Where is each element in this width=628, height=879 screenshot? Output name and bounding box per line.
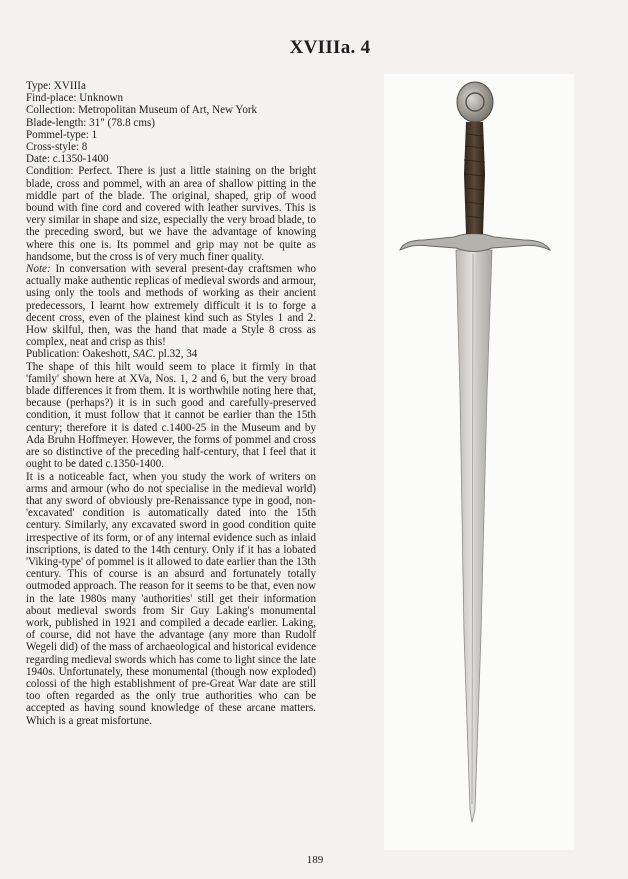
publication-line: [26, 348, 316, 360]
sword-illustration: [384, 74, 574, 850]
pommel: [457, 82, 493, 122]
body-paragraph-1: The shape of this hilt would seem to place it firmly in that 'family' shown here at XVa, Nos. 1, 2 and 6, but the very broad blade differences it from them. It is worthwhile noting here that, because (perhaps?) it is in such good and carefully-preserved condition, it must follow that it cannot be earlier than the 15th century; therefore it is dated c.1400-25 in the Museum and by Ada Bruhn Hoffmeyer. However, the forms of pommel and cross are so distinctive of the preceding half-century, that I feel that it ought to be dated c.1350-1400.: [26, 360, 316, 471]
publication-abbrev: SAC: [132, 348, 153, 361]
publication-prefix: Publication: Oakeshott,: [26, 348, 133, 361]
page-number: 189: [306, 854, 324, 866]
text-column: [26, 80, 316, 727]
publication-suffix: . pl.32, 34: [152, 348, 198, 361]
pommel-type-field: Pommel-type: 1: [26, 128, 98, 141]
find-place-field: Find-place: Unknown: [26, 92, 124, 105]
note-text: In conversation with several present-day craftsmen who actually make authentic replicas of medieval swords and armour, using only the tools and methods of working as their ancient predecessors, I learnt how extremely difficult it is to forge a decent cross, even of the plainest kind such as Styles 1 and 2. How skilful, then, was the hand that made a Style 8 cross as complex, neat and crisp as this!: [26, 263, 316, 349]
sword-blade: [456, 250, 492, 822]
collection-field: Collection: Metropolitan Museum of Art, New York: [26, 104, 258, 117]
note-label: Note:: [26, 263, 51, 276]
condition-paragraph: Condition: Perfect. There is just a little staining on the bright blade, cross and pommel, with an area of shallow pitting in the middle part of the blade. The original, shaped, grip of wood bound with fine cord and covered with leather survives. This is very similar in shape and size, especially the very broad blade, to the preceding sword, but we have the advantage of knowing where this one is. Its pommel and grip may not be quite as handsome, but the cross is of very much finer quality.: [26, 165, 316, 263]
type-field: Type: XVIIIa: [26, 80, 86, 92]
body-paragraph-2: It is a noticeable fact, when you study the work of writers on arms and armour (who do not specialise in the medieval world) that any sword of obviously pre-Renaissance type in good, non-'excavated' condition is automatically dated into the 15th century. Similarly, any excavated sword in good condition quite irrespective of its form, or of any internal evidence such as inlaid inscriptions, is dated to the 14th century. Only if it has a lobated 'Viking-type' of pommel is it allowed to date earlier than the 13th century. This of course is an absurd and fortunately totally outmoded approach. The reason for it seems to be that, even now in the late 1980s many 'authorities' still get their information about medieval swords from Sir Guy Laking's monumental work, published in 1921 and compiled a decade earlier. Laking, of course, did not have the advantage (any more than Rudolf Wegeli did) of the mass of archaeological and historical evidence regarding medieval swords which has come to light since the late 1940s. Unfortunately, these monumental (though now exploded) colossi of the high establishment of pre-Great War date are still too often regarded as the only true authorities who can be accepted as having sound knowledge of these arcane matters. Which is a great misfortune.: [26, 470, 316, 727]
cross-style-field: Cross-style: 8: [26, 141, 88, 154]
blade-length-field: Blade-length: 31" (78.8 cms): [26, 116, 155, 129]
sword-photo: [384, 74, 574, 850]
date-field: Date: c.1350-1400: [26, 153, 109, 166]
page-heading: XVIIIa. 4: [289, 37, 371, 58]
note-paragraph: [26, 263, 316, 348]
cross-guard: [400, 234, 550, 252]
